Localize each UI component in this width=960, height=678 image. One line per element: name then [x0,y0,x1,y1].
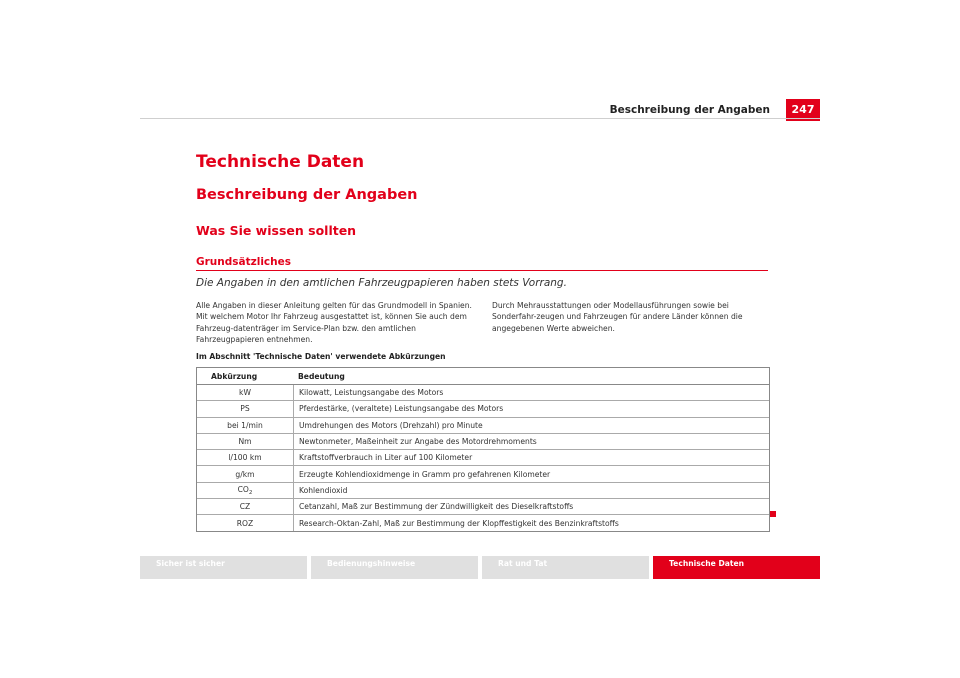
abbr-cell [197,485,293,496]
meaning-cell: Pferdestärke, (veraltete) Leistungsangabe des Motors [293,401,769,416]
table-header [197,368,769,385]
meaning-cell: Newtonmeter, Maßeinheit zur Angabe des Motordrehmoments [293,434,769,449]
abbr-cell: kW [239,388,251,398]
body-paragraph-right: Durch Mehrausstattungen oder Modellausführungen sowie bei Sonderfahr-zeugen und Fahrzeugen für andere Länder können die angegebenen Werte abweichen. [492,301,743,333]
table-row [197,434,769,450]
table-row [197,401,769,417]
table-row [197,466,769,482]
table-row [197,418,769,434]
abbr-cell: bei 1/min [227,420,263,430]
table-row [197,450,769,466]
abbr-cell: ROZ [236,518,254,528]
body-column-left [196,300,472,345]
abbr-cell: l/100 km [228,453,262,463]
running-header-title: Beschreibung der Angaben [609,104,770,116]
abbr-co2: CO [237,484,249,494]
abbreviations-table [196,367,770,532]
abbr-cell: g/km [235,469,255,479]
body-paragraph-left: Alle Angaben in dieser Anleitung gelten für das Grundmodell in Spanien. Mit welchem Motor Ihr Fahrzeug ausgestattet ist, können Sie auch dem Fahrzeug-datenträger im Service-Plan bzw. den amtlichen Fahrzeugpapieren entnehmen. [196,301,472,344]
footer-tab-technische-daten[interactable]: Technische Daten [653,556,820,579]
co2-subscript: 2 [248,489,253,496]
meaning-cell: Research-Oktan-Zahl, Maß zur Bestimmung der Klopffestigkeit des Benzinkraftstoffs [293,515,769,530]
body-column-right [492,300,768,334]
meaning-cell: Umdrehungen des Motors (Drehzahl) pro Minute [293,418,769,433]
abbr-cell: PS [240,404,250,414]
abbr-cell: CZ [239,502,251,512]
table-row [197,483,769,499]
page-number: 247 [786,99,820,121]
subsection-title: Was Sie wissen sollten [196,223,357,238]
header-abbreviation: Abkürzung [211,371,258,381]
footer-tab-rat-und-tat[interactable]: Rat und Tat [482,556,649,579]
footer-tab-sicher[interactable]: Sicher ist sicher [140,556,307,579]
table-row [197,515,769,530]
section-end-marker [770,511,776,517]
abbr-cell: Nm [238,437,252,447]
meaning-cell: Cetanzahl, Maß zur Bestimmung der Zündwilligkeit des Dieselkraftstoffs [293,499,769,514]
meaning-cell: Kohlendioxid [293,483,769,498]
section-title: Beschreibung der Angaben [196,187,418,203]
meaning-cell: Kraftstoffverbrauch in Liter auf 100 Kilometer [293,450,769,465]
meaning-cell: Erzeugte Kohlendioxidmenge in Gramm pro gefahrenen Kilometer [293,466,769,481]
table-caption: Im Abschnitt 'Technische Daten' verwendete Abkürzungen [196,352,446,361]
table-row [197,499,769,515]
header-meaning: Bedeutung [298,371,345,381]
meaning-cell: Kilowatt, Leistungsangabe des Motors [293,385,769,400]
footer-tab-bedienung[interactable]: Bedienungshinweise [311,556,478,579]
topic-rule [196,270,768,271]
header-rule [140,118,820,119]
table-row [197,385,769,401]
chapter-title: Technische Daten [196,152,365,172]
topic-title: Grundsätzliches [196,256,291,268]
lead-text: Die Angaben in den amtlichen Fahrzeugpapieren haben stets Vorrang. [196,277,567,289]
footer-nav [140,556,820,579]
